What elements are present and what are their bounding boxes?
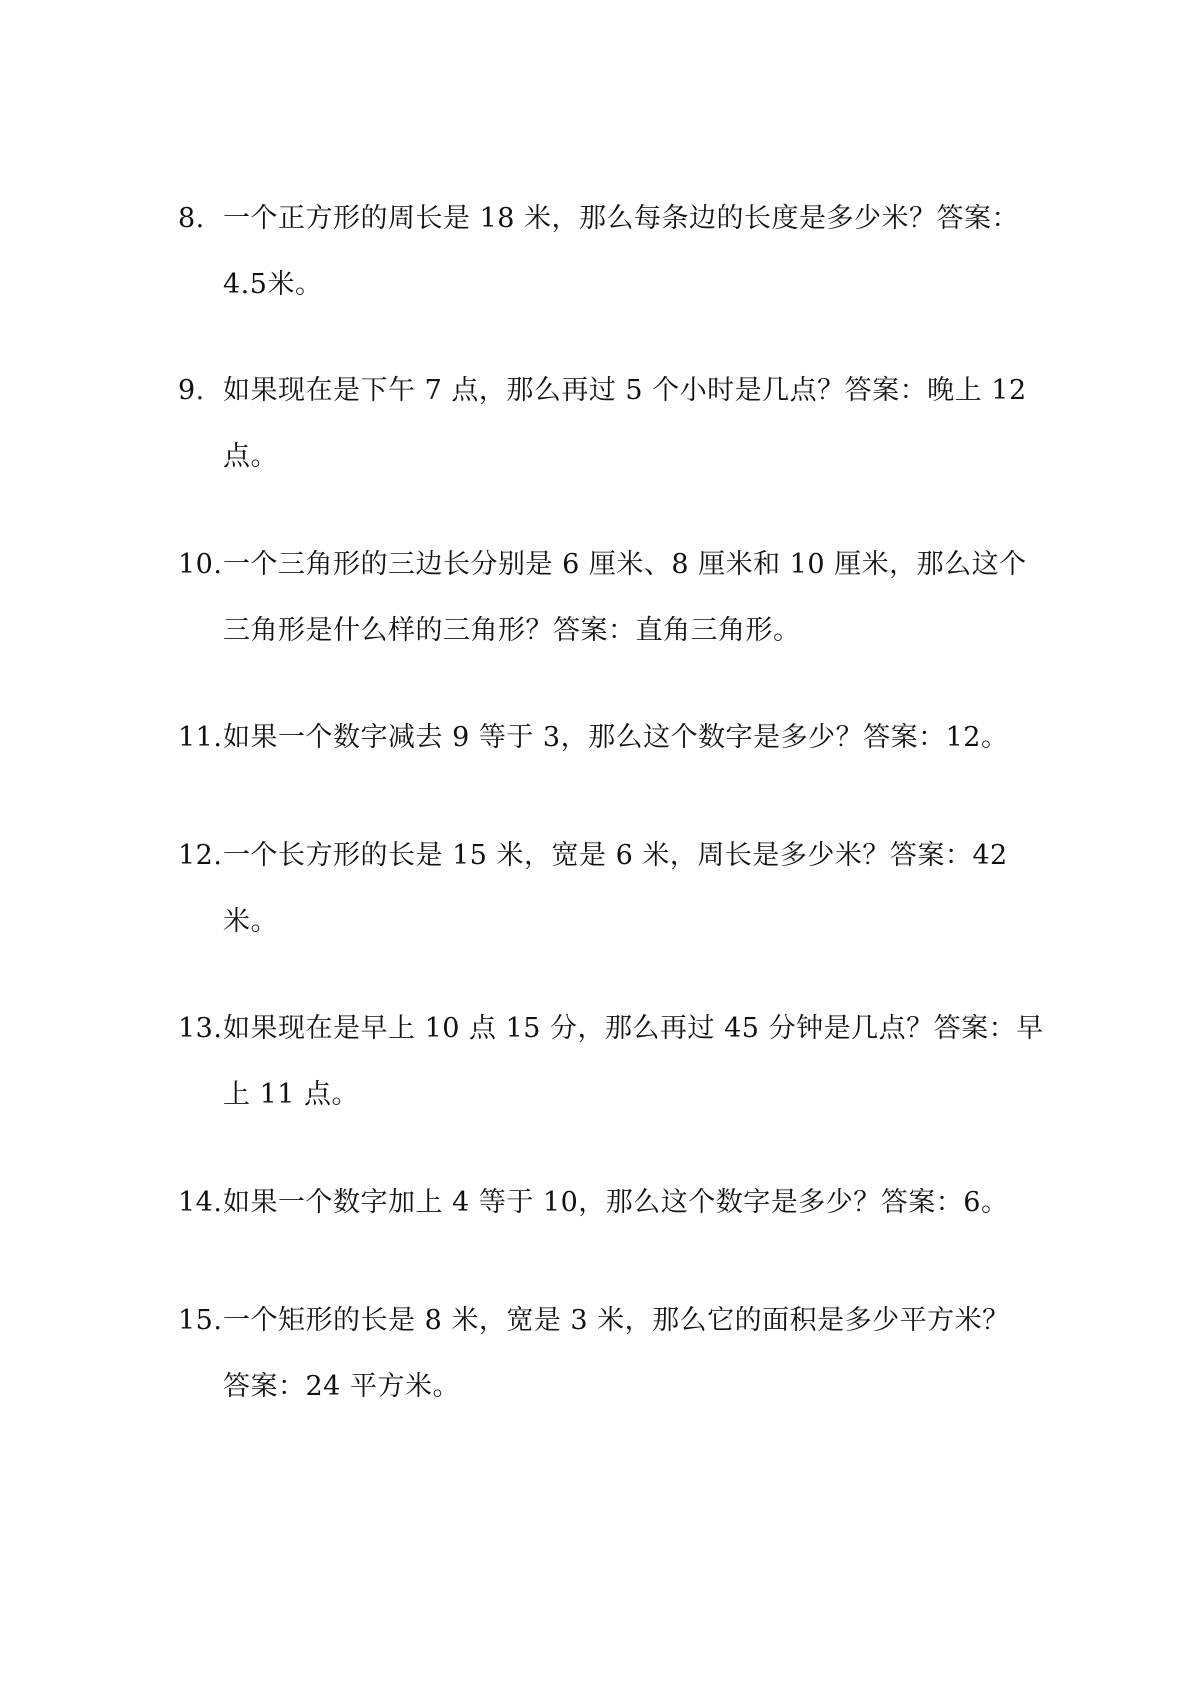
question-text-line-1: 一个矩形的长是 8 米，宽是 3 米，那么它的面积是多少平方米？ [223, 1305, 1010, 1336]
question-number: 8. [178, 203, 205, 234]
question-12 [178, 823, 1018, 955]
question-text-line-2: 点。 [223, 441, 278, 472]
question-text-line-1: 如果一个数字减去 9 等于 3，那么这个数字是多少？答案：12。 [223, 722, 1009, 753]
question-text-line-1: 如果现在是下午 7 点，那么再过 5 个小时是几点？答案：晚上 12 [223, 375, 1027, 406]
question-number: 11. [178, 722, 223, 753]
question-15 [178, 1288, 1018, 1420]
question-number: 14. [178, 1187, 223, 1218]
question-9 [178, 358, 1027, 490]
question-text-line-1: 如果现在是早上 10 点 15 分，那么再过 45 分钟是几点？答案：早 [223, 1013, 1044, 1044]
question-11 [178, 705, 1018, 771]
question-number: 9. [178, 375, 205, 406]
question-text-line-2: 上 11 点。 [223, 1079, 360, 1110]
question-text-line-2: 答案：24 平方米。 [223, 1371, 460, 1402]
question-number: 13. [178, 1013, 223, 1044]
question-14 [178, 1170, 1018, 1236]
question-text-line-2: 4.5米。 [223, 269, 323, 300]
question-13 [178, 996, 1044, 1128]
question-number: 10. [178, 549, 223, 580]
question-number: 15. [178, 1305, 223, 1336]
question-text-line-1: 一个正方形的周长是 18 米，那么每条边的长度是多少米？答案： [223, 203, 1020, 234]
question-8 [178, 186, 1018, 318]
question-10 [178, 532, 1027, 664]
question-number: 12. [178, 840, 223, 871]
question-text-line-1: 一个长方形的长是 15 米，宽是 6 米，周长是多少米？答案：42 [223, 840, 1008, 871]
question-text-line-1: 一个三角形的三边长分别是 6 厘米、8 厘米和 10 厘米，那么这个 [223, 549, 1027, 580]
question-text-line-1: 如果一个数字加上 4 等于 10，那么这个数字是多少？答案：6。 [223, 1187, 1009, 1218]
question-text-line-2: 三角形是什么样的三角形？答案：直角三角形。 [223, 615, 801, 646]
question-text-line-2: 米。 [223, 906, 278, 937]
